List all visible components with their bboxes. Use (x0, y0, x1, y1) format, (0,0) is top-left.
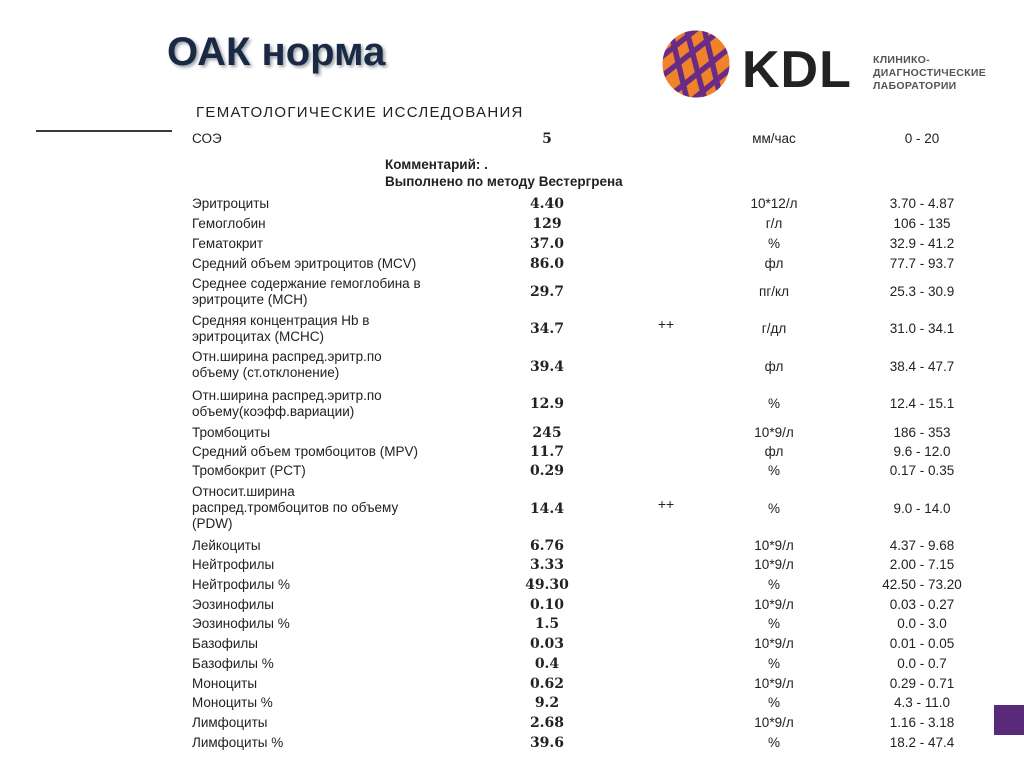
test-name: Базофилы (192, 636, 258, 651)
test-value: 12.9 (529, 396, 565, 412)
test-reference: 42.50 - 73.20 (882, 577, 962, 592)
test-unit: 10*9/л (754, 425, 794, 440)
test-reference: 9.0 - 14.0 (893, 501, 951, 516)
test-reference: 1.16 - 3.18 (889, 715, 955, 730)
test-name: Базофилы % (192, 656, 274, 671)
test-reference: 18.2 - 47.4 (889, 735, 955, 750)
test-value: 14.4 (529, 501, 565, 517)
test-unit: % (767, 463, 780, 478)
test-unit: % (767, 695, 780, 710)
test-value: 4.40 (529, 196, 565, 212)
test-reference: 4.3 - 11.0 (893, 695, 951, 710)
test-value: 0.03 (529, 636, 565, 652)
title-divider (36, 130, 172, 132)
method-comment (385, 156, 623, 190)
test-value: 1.5 (534, 616, 560, 632)
test-reference: 4.37 - 9.68 (889, 538, 955, 553)
kdl-globe-icon (660, 28, 732, 100)
test-name: СОЭ (192, 131, 222, 146)
test-value: 129 (532, 216, 562, 232)
test-value: 0.62 (529, 676, 565, 692)
test-unit: фл (764, 256, 784, 271)
test-unit: 10*9/л (754, 676, 794, 691)
test-flag: ++ (657, 496, 675, 512)
test-value: 0.29 (529, 463, 565, 479)
test-name: Лимфоциты % (192, 735, 284, 750)
comment-line: Выполнено по методу Вестергрена (385, 174, 623, 189)
test-value: 0.10 (529, 597, 565, 613)
test-reference: 106 - 135 (893, 216, 951, 231)
logo-subtitle-line: ДИАГНОСТИЧЕСКИЕ (873, 67, 987, 79)
test-unit: % (767, 656, 780, 671)
test-reference: 186 - 353 (893, 425, 951, 440)
test-value: 49.30 (525, 577, 569, 593)
test-name: Гемоглобин (192, 216, 266, 231)
test-value: 29.7 (529, 284, 565, 300)
test-reference: 0 - 20 (904, 131, 940, 146)
test-value: 39.4 (529, 359, 565, 375)
test-value: 86.0 (529, 256, 565, 272)
test-reference: 32.9 - 41.2 (889, 236, 955, 251)
test-value: 9.2 (534, 695, 560, 711)
test-name: Моноциты % (192, 695, 273, 710)
test-unit: 10*9/л (754, 715, 794, 730)
test-reference: 0.0 - 0.7 (897, 656, 947, 671)
test-unit: мм/час (752, 131, 796, 146)
test-unit: г/л (765, 216, 783, 231)
logo-subtitle-line: ЛАБОРАТОРИИ (873, 80, 957, 92)
kdl-logo (660, 26, 1000, 106)
test-unit: % (767, 616, 780, 631)
test-unit: фл (764, 359, 784, 374)
test-reference: 31.0 - 34.1 (889, 321, 955, 336)
test-value: 34.7 (529, 321, 565, 337)
test-name: Средний объем эритроцитов (MCV) (192, 256, 417, 271)
test-unit: 10*9/л (754, 557, 794, 572)
test-unit: 10*12/л (750, 196, 798, 211)
test-reference: 0.29 - 0.71 (889, 676, 955, 691)
test-name: Средний объем тромбоцитов (MPV) (192, 444, 418, 459)
test-reference: 0.0 - 3.0 (897, 616, 947, 631)
test-unit: % (767, 236, 780, 251)
test-reference: 0.03 - 0.27 (889, 597, 955, 612)
test-name: Лейкоциты (192, 538, 261, 553)
test-name: Эритроциты (192, 196, 270, 211)
test-name: Отн.ширина распред.эритр.по объему(коэфф.вариации) (192, 388, 382, 419)
test-name: Моноциты (192, 676, 258, 691)
test-name: Лимфоциты (192, 715, 268, 730)
logo-subtitle (873, 54, 986, 93)
test-reference: 25.3 - 30.9 (889, 284, 955, 299)
test-unit: 10*9/л (754, 597, 794, 612)
test-name: Эозинофилы % (192, 616, 290, 631)
test-value: 245 (532, 425, 562, 441)
test-unit: фл (764, 444, 784, 459)
test-reference: 77.7 - 93.7 (889, 256, 955, 271)
test-reference: 2.00 - 7.15 (889, 557, 955, 572)
test-unit: 10*9/л (754, 538, 794, 553)
slide-title: ОАК норма (167, 30, 386, 74)
test-value: 3.33 (529, 557, 565, 573)
test-unit: г/дл (761, 321, 787, 336)
test-name: Гематокрит (192, 236, 264, 251)
test-reference: 3.70 - 4.87 (889, 196, 955, 211)
logo-brand: KDL (742, 41, 852, 99)
test-reference: 9.6 - 12.0 (893, 444, 951, 459)
test-reference: 38.4 - 47.7 (889, 359, 955, 374)
test-value: 37.0 (529, 236, 565, 252)
test-value: 39.6 (529, 735, 565, 751)
test-name: Отн.ширина распред.эритр.по объему (ст.отклонение) (192, 349, 382, 380)
section-title: ГЕМАТОЛОГИЧЕСКИЕ ИССЛЕДОВАНИЯ (196, 104, 524, 121)
test-flag: ++ (657, 316, 675, 332)
test-name: Тромбоциты (192, 425, 271, 440)
test-reference: 0.17 - 0.35 (889, 463, 955, 478)
corner-decoration (994, 705, 1024, 735)
test-unit: % (767, 396, 780, 411)
comment-line: Комментарий: . (385, 157, 488, 172)
test-reference: 0.01 - 0.05 (889, 636, 955, 651)
test-value: 2.68 (529, 715, 565, 731)
test-unit: % (767, 735, 780, 750)
test-name: Средняя концентрация Hb в эритроцитах (МСНС) (192, 313, 370, 344)
test-unit: % (767, 501, 780, 516)
test-reference: 12.4 - 15.1 (889, 396, 955, 411)
test-name: Нейтрофилы (192, 557, 275, 572)
test-name: Нейтрофилы % (192, 577, 290, 592)
test-name: Тромбокрит (PCT) (192, 463, 306, 478)
test-value: 0.4 (534, 656, 560, 672)
test-name: Относит.ширина распред.тромбоцитов по объему (PDW) (192, 484, 399, 531)
test-value: 6.76 (529, 538, 565, 554)
test-name: Среднее содержание гемоглобина в эритроците (МСН) (192, 276, 421, 307)
test-unit: % (767, 577, 780, 592)
logo-subtitle-line: КЛИНИКО- (873, 54, 930, 66)
test-unit: пг/кл (759, 284, 789, 299)
test-value: 5 (542, 131, 552, 147)
test-unit: 10*9/л (754, 636, 794, 651)
test-value: 11.7 (529, 444, 565, 460)
test-name: Эозинофилы (192, 597, 274, 612)
